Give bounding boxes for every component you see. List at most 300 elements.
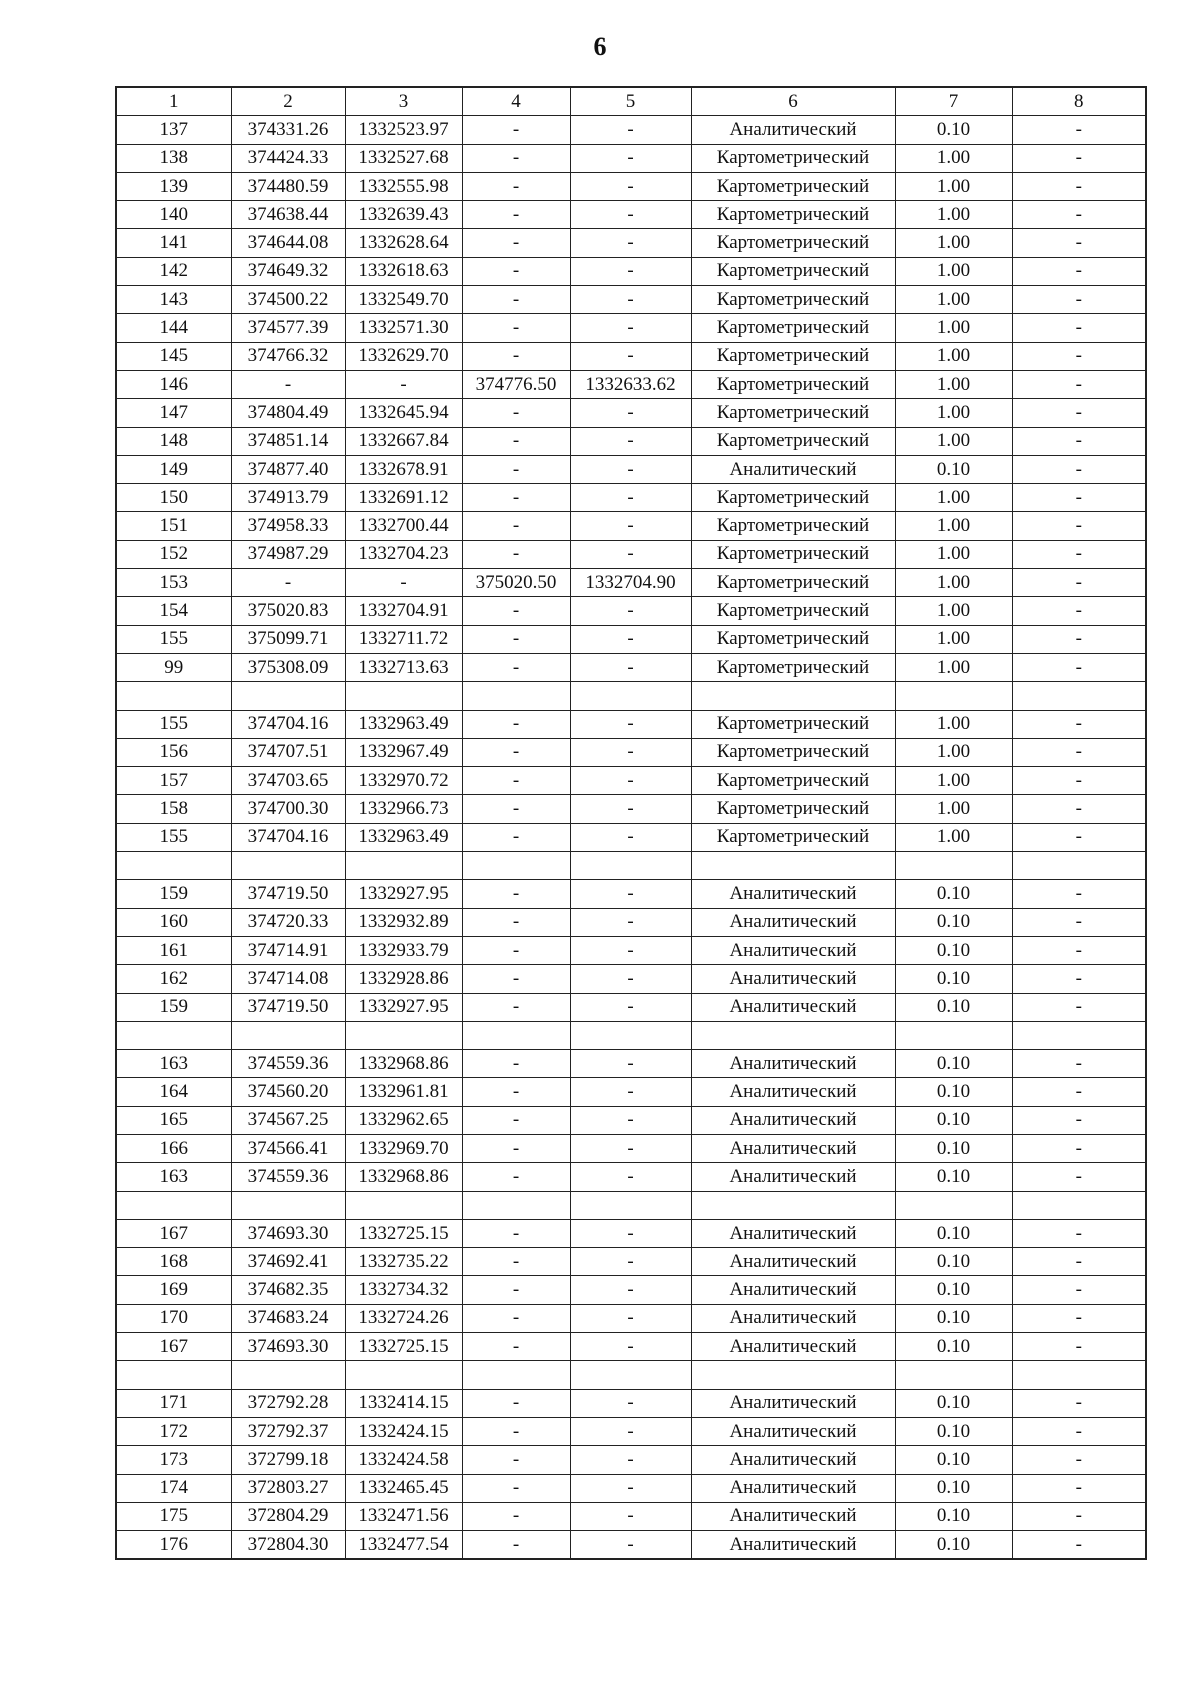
table-cell: - [1012,1333,1146,1361]
table-cell: 155 [116,625,231,653]
table-cell [345,1191,462,1219]
table-cell: 152 [116,540,231,568]
table-cell [345,682,462,710]
header-row [116,87,1146,116]
table-cell [1012,1191,1146,1219]
table-row [116,342,1146,370]
table-cell: 1332414.15 [345,1389,462,1417]
table-cell: 372792.37 [231,1417,345,1445]
table-cell: 160 [116,908,231,936]
table-cell: 0.10 [895,1134,1012,1162]
table-cell: 374707.51 [231,738,345,766]
table-cell: 1332549.70 [345,286,462,314]
table-row [116,201,1146,229]
table-cell: - [462,1078,570,1106]
table-cell: 374649.32 [231,257,345,285]
table-cell [570,1191,691,1219]
table-cell: 375020.83 [231,597,345,625]
table-cell: - [1012,1078,1146,1106]
table-row [116,1163,1146,1191]
table-row [116,710,1146,738]
table-row [116,1248,1146,1276]
table-cell: - [462,314,570,342]
table-cell: 1332704.91 [345,597,462,625]
table-cell: Картометрический [691,484,895,512]
table-cell: Картометрический [691,286,895,314]
table-cell: 1.00 [895,767,1012,795]
table-cell [1012,852,1146,880]
table-cell: 164 [116,1078,231,1106]
table-cell: - [1012,257,1146,285]
table-cell: 374577.39 [231,314,345,342]
table-cell: - [462,1446,570,1474]
table-cell: 374559.36 [231,1163,345,1191]
table-cell: - [1012,569,1146,597]
table-cell: 1332477.54 [345,1531,462,1560]
table-cell [231,1021,345,1049]
table-cell: 0.10 [895,1417,1012,1445]
table-cell: 1332927.95 [345,880,462,908]
table-cell: - [570,1389,691,1417]
table-cell: - [1012,767,1146,795]
table-cell: - [570,1502,691,1530]
table-cell: Аналитический [691,1106,895,1134]
table-row [116,993,1146,1021]
table-row [116,370,1146,398]
column-header-5: 5 [570,87,691,116]
table-cell: 163 [116,1163,231,1191]
table-cell: - [462,455,570,483]
table-cell: 1.00 [895,201,1012,229]
table-cell: - [570,342,691,370]
table-row [116,172,1146,200]
table-row [116,597,1146,625]
table-cell: 1332711.72 [345,625,462,653]
table-cell: - [1012,710,1146,738]
table-row [116,965,1146,993]
table-cell: Картометрический [691,653,895,681]
table-cell: - [570,936,691,964]
table-cell: - [570,710,691,738]
table-cell: 0.10 [895,1106,1012,1134]
table-cell: - [1012,399,1146,427]
table-row [116,625,1146,653]
table-cell: 1332734.32 [345,1276,462,1304]
table-cell: 159 [116,993,231,1021]
table-cell: - [462,540,570,568]
table-cell: - [570,314,691,342]
table-cell: 1332932.89 [345,908,462,936]
column-header-2: 2 [231,87,345,116]
table-cell: - [1012,597,1146,625]
table-cell: 1332962.65 [345,1106,462,1134]
table-cell: - [570,286,691,314]
table-cell: 1.00 [895,399,1012,427]
table-cell: - [462,257,570,285]
table-cell: 146 [116,370,231,398]
table-cell: - [570,823,691,851]
table-row [116,314,1146,342]
table-cell: 374559.36 [231,1050,345,1078]
table-cell: - [1012,314,1146,342]
table-row [116,399,1146,427]
table-row [116,767,1146,795]
table-row [116,1276,1146,1304]
table-cell: 0.10 [895,993,1012,1021]
table-cell: - [570,257,691,285]
table-cell [570,1361,691,1389]
table-cell: 1332927.95 [345,993,462,1021]
table-cell [895,852,1012,880]
table-cell: 374692.41 [231,1248,345,1276]
table-cell: 1.00 [895,597,1012,625]
table-cell: 168 [116,1248,231,1276]
table-cell [116,1191,231,1219]
table-cell: 1.00 [895,342,1012,370]
table-cell: 1.00 [895,512,1012,540]
table-cell: 1.00 [895,710,1012,738]
table-cell: - [1012,1531,1146,1560]
table-cell: - [570,1333,691,1361]
table-cell: 163 [116,1050,231,1078]
table-cell: 1332966.73 [345,795,462,823]
table-cell: 148 [116,427,231,455]
table-cell: 1332571.30 [345,314,462,342]
table-cell: Аналитический [691,1531,895,1560]
table-cell: 1332725.15 [345,1333,462,1361]
table-cell: - [462,1502,570,1530]
table-cell: - [462,229,570,257]
table-cell [691,1191,895,1219]
table-cell: - [570,201,691,229]
table-cell: - [570,540,691,568]
table-cell: 1.00 [895,257,1012,285]
table-cell [691,852,895,880]
table-cell: 153 [116,569,231,597]
table-cell: - [570,172,691,200]
table-cell: - [1012,625,1146,653]
table-row [116,1333,1146,1361]
table-cell: 374331.26 [231,116,345,144]
table-cell: 1332645.94 [345,399,462,427]
table-cell: - [570,1106,691,1134]
table-cell: 374720.33 [231,908,345,936]
table-header [116,87,1146,116]
table-cell: Картометрический [691,257,895,285]
table-row [116,512,1146,540]
table-cell: - [1012,229,1146,257]
table-row [116,569,1146,597]
table-cell: - [462,116,570,144]
table-cell: 1.00 [895,144,1012,172]
table-cell: - [231,370,345,398]
table-cell: - [462,1248,570,1276]
table-cell: 374704.16 [231,710,345,738]
table-cell: 0.10 [895,1304,1012,1332]
table-cell: 372804.30 [231,1531,345,1560]
table-cell: - [462,1163,570,1191]
table-cell: - [345,569,462,597]
table-row [116,286,1146,314]
table-body [116,116,1146,1560]
table-cell: 137 [116,116,231,144]
table-spacer-row [116,852,1146,880]
table-cell: - [570,512,691,540]
table-cell: 1.00 [895,484,1012,512]
column-header-1: 1 [116,87,231,116]
table-cell: - [462,738,570,766]
table-cell: 0.10 [895,116,1012,144]
table-row [116,1134,1146,1162]
table-cell: 0.10 [895,936,1012,964]
table-cell: 149 [116,455,231,483]
table-row [116,1050,1146,1078]
table-cell: 1.00 [895,370,1012,398]
table-cell: - [1012,1106,1146,1134]
table-cell: Картометрический [691,597,895,625]
table-cell: - [1012,484,1146,512]
table-row [116,1502,1146,1530]
table-cell: - [570,484,691,512]
table-cell: 1332628.64 [345,229,462,257]
table-cell: Аналитический [691,1134,895,1162]
table-cell: 167 [116,1333,231,1361]
table-cell: - [345,370,462,398]
table-cell: - [1012,512,1146,540]
table-cell: 372799.18 [231,1446,345,1474]
table-cell: - [462,342,570,370]
table-cell [691,1021,895,1049]
table-cell: Картометрический [691,710,895,738]
table-cell: Картометрический [691,342,895,370]
table-cell [116,852,231,880]
table-cell: - [462,823,570,851]
table-cell: - [462,767,570,795]
table-cell: 1332970.72 [345,767,462,795]
table-cell: 0.10 [895,1474,1012,1502]
table-cell: - [570,1219,691,1247]
table-cell [345,1021,462,1049]
table-cell: 1332527.68 [345,144,462,172]
table-cell: - [1012,1248,1146,1276]
table-row [116,229,1146,257]
table-cell: 374683.24 [231,1304,345,1332]
table-row [116,427,1146,455]
table-cell: 374714.08 [231,965,345,993]
table-cell: 170 [116,1304,231,1332]
table-cell: - [1012,1276,1146,1304]
table-cell [895,682,1012,710]
table-cell: - [1012,455,1146,483]
table-cell: 1332933.79 [345,936,462,964]
table-cell: - [1012,936,1146,964]
column-header-8: 8 [1012,87,1146,116]
table-cell: Картометрический [691,144,895,172]
table-cell: Аналитический [691,1304,895,1332]
table-cell: 1.00 [895,738,1012,766]
table-cell [1012,1361,1146,1389]
table-cell: 0.10 [895,1531,1012,1560]
table-cell: Картометрический [691,370,895,398]
table-cell: Картометрический [691,823,895,851]
table-cell [231,1191,345,1219]
table-cell: 143 [116,286,231,314]
table-row [116,1446,1146,1474]
table-cell: 0.10 [895,1276,1012,1304]
table-cell: - [570,993,691,1021]
table-cell [116,682,231,710]
table-cell: 1.00 [895,653,1012,681]
table-cell: - [462,286,570,314]
table-cell: - [462,1219,570,1247]
table-cell: 1332704.23 [345,540,462,568]
table-cell: - [570,229,691,257]
table-cell: 1332704.90 [570,569,691,597]
table-cell: - [462,512,570,540]
table-cell: - [570,738,691,766]
table-cell: 0.10 [895,880,1012,908]
table-cell: 1332968.86 [345,1163,462,1191]
table-cell [462,682,570,710]
table-cell [1012,682,1146,710]
table-cell: 1.00 [895,795,1012,823]
table-cell: Картометрический [691,172,895,200]
table-cell: - [1012,1134,1146,1162]
table-cell: 374644.08 [231,229,345,257]
table-cell: Картометрический [691,738,895,766]
table-cell: Аналитический [691,1219,895,1247]
table-cell: - [1012,880,1146,908]
table-cell: Картометрический [691,201,895,229]
table-cell: - [1012,144,1146,172]
table-cell: 374500.22 [231,286,345,314]
table-row [116,1304,1146,1332]
table-cell: Картометрический [691,314,895,342]
table-cell: - [1012,116,1146,144]
table-cell: 1.00 [895,823,1012,851]
table-cell: 374424.33 [231,144,345,172]
table-cell [462,852,570,880]
table-cell: 1.00 [895,569,1012,597]
table-row [116,653,1146,681]
coordinates-table-wrapper [115,86,1145,1560]
table-cell: 1.00 [895,625,1012,653]
table-row [116,823,1146,851]
table-cell: 374693.30 [231,1333,345,1361]
table-cell: - [570,653,691,681]
table-cell: 0.10 [895,1389,1012,1417]
table-cell: 171 [116,1389,231,1417]
table-cell: 374638.44 [231,201,345,229]
table-cell [1012,1021,1146,1049]
table-cell: - [570,1050,691,1078]
table-cell [570,1021,691,1049]
table-cell: - [570,1446,691,1474]
table-cell: 175 [116,1502,231,1530]
table-cell: Картометрический [691,767,895,795]
table-cell: - [462,399,570,427]
table-cell: 372792.28 [231,1389,345,1417]
table-cell: 1.00 [895,229,1012,257]
table-cell: 172 [116,1417,231,1445]
table-cell: 1332555.98 [345,172,462,200]
table-cell: 144 [116,314,231,342]
table-row [116,1531,1146,1560]
table-cell: 374682.35 [231,1276,345,1304]
table-cell: - [1012,540,1146,568]
table-cell: 145 [116,342,231,370]
table-cell: - [462,795,570,823]
table-row [116,1417,1146,1445]
table-cell: Картометрический [691,625,895,653]
table-cell: - [570,597,691,625]
table-cell [462,1361,570,1389]
table-cell [462,1021,570,1049]
table-cell: - [462,1276,570,1304]
table-spacer-row [116,1021,1146,1049]
table-cell: 1.00 [895,540,1012,568]
table-cell: - [1012,738,1146,766]
table-cell: 1332618.63 [345,257,462,285]
table-cell: 99 [116,653,231,681]
table-cell: - [570,965,691,993]
table-cell [231,1361,345,1389]
table-cell: - [462,1333,570,1361]
table-cell [231,682,345,710]
table-cell [570,852,691,880]
table-cell: 374776.50 [462,370,570,398]
table-row [116,738,1146,766]
table-cell: - [570,455,691,483]
table-cell: 169 [116,1276,231,1304]
table-cell: 1332633.62 [570,370,691,398]
table-cell: - [462,880,570,908]
table-cell: - [1012,1304,1146,1332]
table-cell: Аналитический [691,965,895,993]
table-cell: 142 [116,257,231,285]
table-cell: - [570,144,691,172]
table-cell: 138 [116,144,231,172]
table-cell: - [1012,1417,1146,1445]
table-row [116,257,1146,285]
table-cell: - [1012,342,1146,370]
table-cell: - [570,1248,691,1276]
table-cell: 1332691.12 [345,484,462,512]
table-cell: Аналитический [691,1248,895,1276]
table-cell: Аналитический [691,1050,895,1078]
table-cell: 1332465.45 [345,1474,462,1502]
table-cell [895,1191,1012,1219]
table-row [116,1474,1146,1502]
table-cell: Аналитический [691,908,895,936]
table-cell: - [462,936,570,964]
table-cell: - [462,597,570,625]
table-cell: 173 [116,1446,231,1474]
table-cell [895,1361,1012,1389]
table-cell: Картометрический [691,512,895,540]
table-cell: Картометрический [691,427,895,455]
table-cell: Картометрический [691,540,895,568]
table-cell: - [231,569,345,597]
table-cell: 374719.50 [231,880,345,908]
table-cell: Аналитический [691,1276,895,1304]
table-cell: - [1012,286,1146,314]
table-cell: - [1012,201,1146,229]
table-cell: - [1012,172,1146,200]
column-header-3: 3 [345,87,462,116]
table-cell: 159 [116,880,231,908]
table-cell: - [570,427,691,455]
